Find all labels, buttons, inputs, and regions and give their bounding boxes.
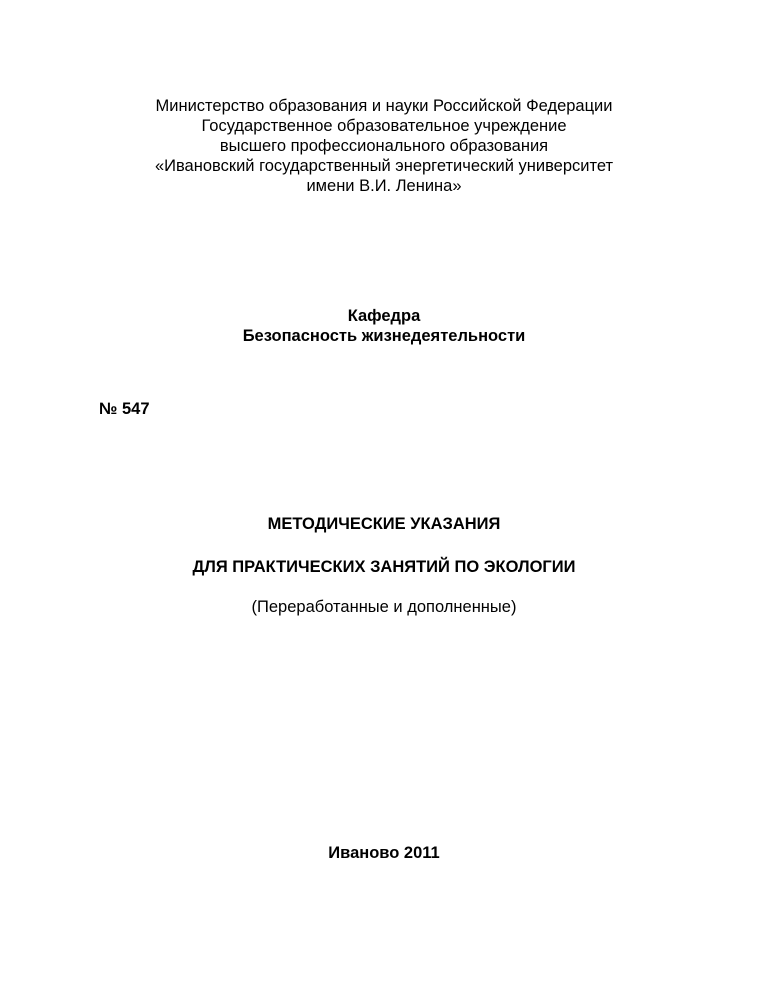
header-line-ministry: Министерство образования и науки Российской Федерации [155,97,613,115]
header-line-institution-type: Государственное образовательное учреждение [201,117,567,135]
document-number: № 547 [99,400,150,418]
department-name: Безопасность жизнедеятельности [242,327,526,345]
header-line-education-level: высшего профессионального образования [219,137,549,155]
header-line-named-after: имени В.И. Ленина» [306,177,462,195]
header-line-university: «Ивановский государственный энергетический университет [154,157,614,175]
title-line-2: ДЛЯ ПРАКТИЧЕСКИХ ЗАНЯТИЙ ПО ЭКОЛОГИИ [192,558,576,576]
department-label: Кафедра [347,307,421,325]
title-line-1: МЕТОДИЧЕСКИЕ УКАЗАНИЯ [267,515,501,533]
city-year: Иваново 2011 [328,844,440,862]
title-subtitle: (Переработанные и дополненные) [251,598,517,616]
